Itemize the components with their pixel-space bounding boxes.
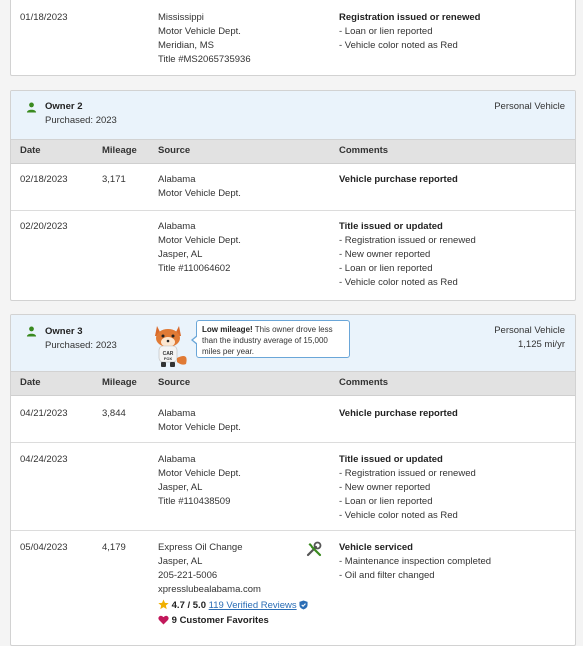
comment-line: - New owner reported bbox=[339, 249, 431, 260]
miles-per-year: 1,125 mi/yr bbox=[518, 339, 565, 350]
source-line: Jasper, AL bbox=[158, 482, 203, 493]
vehicle-type bbox=[494, 324, 565, 352]
comment-title: Title issued or updated bbox=[339, 454, 443, 465]
row-mileage: 3,171 bbox=[102, 174, 126, 185]
source-line: Jasper, AL bbox=[158, 249, 203, 260]
row-comments bbox=[339, 11, 480, 53]
history-row bbox=[11, 530, 575, 643]
heart-icon bbox=[158, 615, 169, 625]
verified-shield-icon bbox=[299, 600, 308, 610]
source-line: Motor Vehicle Dept. bbox=[158, 422, 241, 433]
owner3-card bbox=[10, 314, 576, 646]
person-icon bbox=[26, 102, 37, 113]
comment-line: - Vehicle color noted as Red bbox=[339, 40, 458, 51]
source-line: Meridian, MS bbox=[158, 40, 214, 51]
comment-line: - Maintenance inspection completed bbox=[339, 556, 492, 567]
row-date: 04/24/2023 bbox=[20, 454, 68, 465]
comment-title: Registration issued or renewed bbox=[339, 12, 481, 23]
rating-line bbox=[158, 599, 308, 613]
favorites-line bbox=[158, 614, 308, 628]
source-line: 205-221-5006 bbox=[158, 570, 218, 581]
source-line: Jasper, AL bbox=[158, 556, 203, 567]
col-date: Date bbox=[20, 145, 41, 156]
table-header bbox=[11, 140, 575, 164]
history-row bbox=[11, 396, 575, 442]
tooltip-text: This owner drove less than the industry average of 15,000 miles per year. bbox=[202, 325, 333, 356]
source-line: Motor Vehicle Dept. bbox=[158, 468, 241, 479]
owner1-card bbox=[10, 0, 576, 76]
col-source: Source bbox=[158, 377, 191, 388]
svg-text:FOX: FOX bbox=[163, 356, 173, 361]
history-row bbox=[11, 210, 575, 301]
verified-reviews-link[interactable]: 119 Verified Reviews bbox=[208, 600, 297, 611]
wrench-screwdriver-icon bbox=[306, 541, 322, 557]
row-mileage: 4,179 bbox=[102, 542, 126, 553]
comment-title: Vehicle purchase reported bbox=[339, 174, 458, 185]
row-date: 05/04/2023 bbox=[20, 542, 68, 553]
col-date: Date bbox=[20, 377, 41, 388]
source-line: Alabama bbox=[158, 454, 196, 465]
comment-line: - Vehicle color noted as Red bbox=[339, 510, 458, 521]
source-line: Express Oil Change bbox=[158, 542, 243, 553]
col-mileage: Mileage bbox=[102, 377, 137, 388]
comment-line: - Registration issued or renewed bbox=[339, 235, 476, 246]
source-line: Title #110438509 bbox=[158, 496, 231, 507]
owner-title: Owner 2 bbox=[45, 101, 83, 112]
source-line: Mississippi bbox=[158, 12, 204, 23]
owner-purchased: Purchased: 2023 bbox=[45, 340, 117, 351]
row-date: 01/18/2023 bbox=[20, 12, 68, 23]
vehicle-type-label: Personal Vehicle bbox=[494, 325, 565, 336]
vehicle-type: Personal Vehicle bbox=[494, 101, 565, 112]
row-source bbox=[158, 453, 241, 509]
owner-header bbox=[11, 315, 575, 372]
history-row bbox=[11, 0, 575, 75]
source-line: Title #MS2065735936 bbox=[158, 54, 251, 65]
source-line: Motor Vehicle Dept. bbox=[158, 235, 241, 246]
comment-line: - Loan or lien reported bbox=[339, 263, 433, 274]
row-source bbox=[158, 407, 241, 435]
row-comments bbox=[339, 173, 458, 187]
source-line: Motor Vehicle Dept. bbox=[158, 26, 241, 37]
comment-line: - Oil and filter changed bbox=[339, 570, 435, 581]
source-line: Motor Vehicle Dept. bbox=[158, 188, 241, 199]
history-row bbox=[11, 164, 575, 210]
customer-favorites: 9 Customer Favorites bbox=[171, 615, 269, 626]
row-date: 04/21/2023 bbox=[20, 408, 68, 419]
owner2-card bbox=[10, 90, 576, 301]
comment-title: Vehicle serviced bbox=[339, 542, 413, 553]
comment-line: - Vehicle color noted as Red bbox=[339, 277, 458, 288]
rating-value: 4.7 / 5.0 bbox=[171, 600, 206, 611]
col-comments: Comments bbox=[339, 377, 389, 388]
fox-mascot-icon bbox=[149, 322, 191, 368]
low-mileage-tooltip bbox=[196, 320, 350, 358]
comment-title: Title issued or updated bbox=[339, 221, 443, 232]
comment-line: - Loan or lien reported bbox=[339, 496, 433, 507]
row-source bbox=[158, 541, 308, 628]
row-comments bbox=[339, 407, 458, 421]
source-line: Title #110064602 bbox=[158, 263, 231, 274]
row-date: 02/18/2023 bbox=[20, 174, 68, 185]
col-mileage: Mileage bbox=[102, 145, 137, 156]
row-comments bbox=[339, 453, 476, 523]
star-icon bbox=[158, 599, 169, 610]
source-line: Alabama bbox=[158, 408, 196, 419]
row-comments bbox=[339, 220, 476, 290]
row-comments bbox=[339, 541, 491, 583]
comment-line: - New owner reported bbox=[339, 482, 431, 493]
owner-purchased: Purchased: 2023 bbox=[45, 115, 117, 126]
comment-title: Vehicle purchase reported bbox=[339, 408, 458, 419]
owner-title: Owner 3 bbox=[45, 326, 83, 337]
row-date: 02/20/2023 bbox=[20, 221, 68, 232]
source-line: Alabama bbox=[158, 174, 196, 185]
svg-text:CAR: CAR bbox=[162, 351, 174, 357]
source-line: Alabama bbox=[158, 221, 196, 232]
owner-header bbox=[11, 91, 575, 140]
tooltip-heading: Low mileage! bbox=[202, 325, 253, 334]
col-comments: Comments bbox=[339, 145, 389, 156]
source-line: xpresslubealabama.com bbox=[158, 584, 261, 595]
table-header bbox=[11, 372, 575, 396]
row-source bbox=[158, 11, 251, 67]
col-source: Source bbox=[158, 145, 191, 156]
person-icon bbox=[26, 326, 37, 337]
row-source bbox=[158, 173, 241, 201]
row-source bbox=[158, 220, 241, 276]
comment-line: - Loan or lien reported bbox=[339, 26, 433, 37]
comment-line: - Registration issued or renewed bbox=[339, 468, 476, 479]
history-row bbox=[11, 442, 575, 530]
row-mileage: 3,844 bbox=[102, 408, 126, 419]
